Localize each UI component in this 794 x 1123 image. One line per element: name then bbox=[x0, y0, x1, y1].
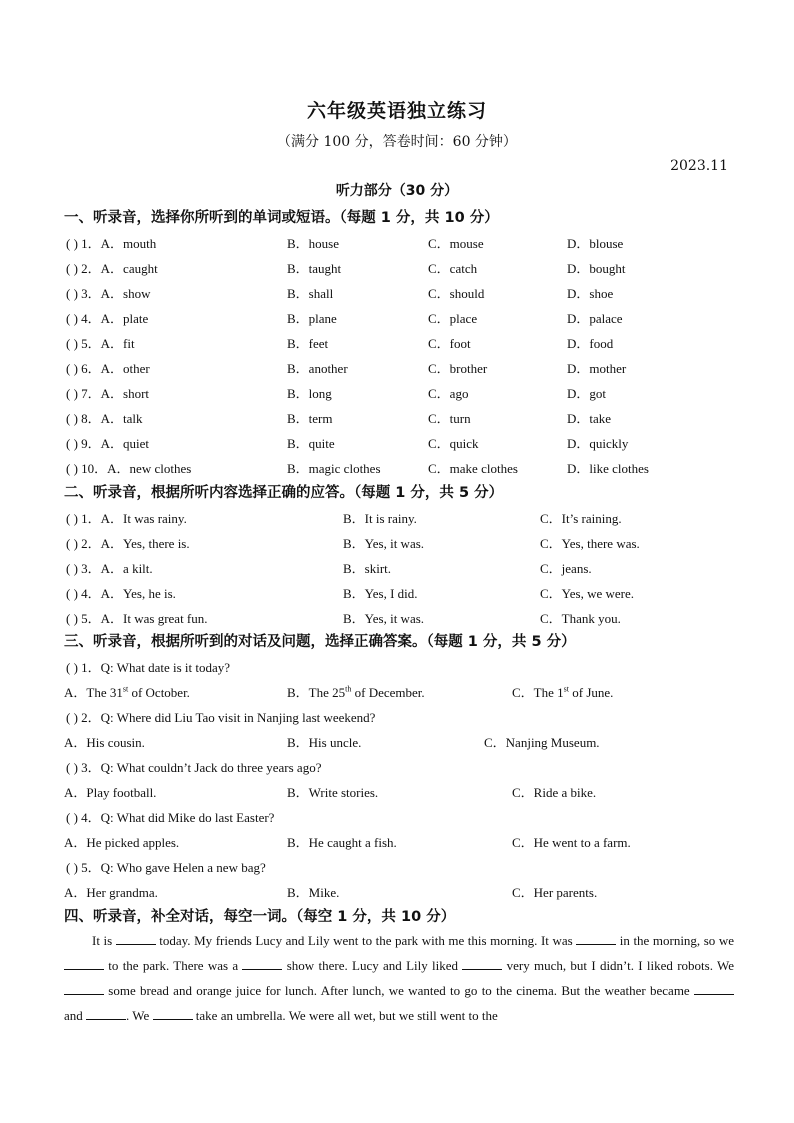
part-heading-listening: 听力部分（30 分） bbox=[335, 183, 459, 199]
option-a bbox=[64, 782, 156, 801]
option-b bbox=[287, 882, 339, 901]
question-row bbox=[0, 408, 794, 428]
page-subtitle: （满分 100 分，答卷时间：60 分钟） bbox=[277, 134, 517, 150]
option-c bbox=[512, 882, 597, 901]
option-text: A．Her grandma. bbox=[64, 885, 158, 900]
option-text: A．He picked apples. bbox=[64, 835, 180, 850]
question-row bbox=[0, 657, 794, 677]
answer-blank[interactable] bbox=[64, 958, 104, 970]
option-c: C．should bbox=[428, 286, 485, 301]
option-b bbox=[287, 682, 425, 701]
page-title: 六年级英语独立练习 bbox=[306, 100, 487, 122]
option-d: D．bought bbox=[567, 261, 626, 276]
question-row bbox=[0, 508, 794, 528]
question-option-a: ( ) 2．A．Yes, there is. bbox=[66, 536, 190, 551]
question-row bbox=[0, 458, 794, 478]
answer-row bbox=[0, 832, 794, 852]
option-b: B．magic clothes bbox=[287, 461, 381, 476]
passage-text: take an umbrella. We were all wet, but we still went to the bbox=[192, 1008, 498, 1023]
option-c: C．catch bbox=[428, 261, 478, 276]
question-option-a: ( ) 9．A．quiet bbox=[66, 436, 150, 451]
option-d: D．shoe bbox=[567, 286, 614, 301]
question-option-a: ( ) 7．A．short bbox=[66, 386, 150, 401]
option-d: D．quickly bbox=[567, 436, 629, 451]
question-option-a: ( ) 5．A．fit bbox=[66, 336, 135, 351]
question-text: ( ) 5．Q: Who gave Helen a new bag? bbox=[66, 860, 266, 875]
question-text: ( ) 3．Q: What couldn’t Jack do three years ago? bbox=[66, 760, 322, 775]
question-option-a: ( ) 5．A．It was great fun. bbox=[66, 611, 208, 626]
option-c: C．brother bbox=[428, 361, 488, 376]
ordinal-suffix: st bbox=[563, 684, 569, 694]
passage-text: It is bbox=[92, 933, 116, 948]
option-c: C．quick bbox=[428, 436, 479, 451]
option-text: C．The 1 bbox=[512, 685, 564, 700]
passage-text: today. My friends Lucy and Lily went to the park with me this morning. It was bbox=[155, 933, 577, 948]
option-d: D．got bbox=[567, 386, 607, 401]
option-b: B．shall bbox=[287, 286, 334, 301]
option-c bbox=[512, 682, 613, 701]
ordinal-suffix: th bbox=[345, 684, 352, 694]
answer-blank[interactable] bbox=[242, 958, 282, 970]
option-text: C．Her parents. bbox=[512, 885, 598, 900]
passage-text: some bread and orange juice for lunch. After lunch, we wanted to go to the cinema. But the weather became bbox=[104, 983, 694, 998]
option-a bbox=[64, 832, 179, 851]
question-row bbox=[0, 608, 794, 628]
option-b bbox=[287, 732, 361, 751]
option-b: B．Yes, I did. bbox=[343, 586, 418, 601]
option-c: C．Yes, there was. bbox=[540, 536, 640, 551]
option-b: B．term bbox=[287, 411, 333, 426]
option-a bbox=[64, 732, 145, 751]
passage-text: show there. Lucy and Lily liked bbox=[282, 958, 463, 973]
option-text: A．Play football. bbox=[64, 785, 157, 800]
option-c: C．make clothes bbox=[428, 461, 518, 476]
option-a bbox=[64, 882, 158, 901]
option-b: B．Yes, it was. bbox=[343, 536, 425, 551]
option-b: B．It is rainy. bbox=[343, 511, 417, 526]
question-option-a: ( ) 4．A．plate bbox=[66, 311, 149, 326]
option-text-rest: of December. bbox=[351, 685, 425, 700]
passage-text: to the park. There was a bbox=[104, 958, 243, 973]
ordinal-suffix: st bbox=[122, 684, 129, 694]
question-row bbox=[0, 583, 794, 603]
exam-date: 2023.11 bbox=[670, 158, 728, 174]
option-c: C．place bbox=[428, 311, 478, 326]
answer-blank[interactable] bbox=[64, 983, 104, 995]
answer-blank[interactable] bbox=[694, 983, 734, 995]
option-b: B．Yes, it was. bbox=[343, 611, 425, 626]
option-text-rest: of October. bbox=[128, 685, 190, 700]
option-c: C．It’s raining. bbox=[540, 511, 622, 526]
option-c bbox=[484, 732, 600, 751]
option-text: C．He went to a farm. bbox=[512, 835, 631, 850]
option-d: D．mother bbox=[567, 361, 627, 376]
question-option-a: ( ) 1．A．mouth bbox=[66, 236, 157, 251]
question-option-a: ( ) 4．A．Yes, he is. bbox=[66, 586, 176, 601]
option-text: B．Mike. bbox=[287, 885, 340, 900]
answer-row bbox=[0, 682, 794, 702]
option-text: B．The 25 bbox=[287, 685, 346, 700]
option-d: D．like clothes bbox=[567, 461, 649, 476]
question-option-a: ( ) 10．A．new clothes bbox=[66, 461, 192, 476]
answer-blank[interactable] bbox=[462, 958, 502, 970]
question-row bbox=[0, 533, 794, 553]
option-b: B．feet bbox=[287, 336, 329, 351]
section-2-heading: 二、听录音，根据所听内容选择正确的应答。（每题 1 分，共 5 分） bbox=[64, 485, 504, 501]
passage-text: and bbox=[64, 1008, 87, 1023]
option-c: C．ago bbox=[428, 386, 469, 401]
question-row bbox=[0, 358, 794, 378]
option-b: B．house bbox=[287, 236, 340, 251]
option-b: B．quite bbox=[287, 436, 335, 451]
answer-blank[interactable] bbox=[576, 933, 616, 945]
option-c: C．jeans. bbox=[540, 561, 592, 576]
option-d: D．blouse bbox=[567, 236, 624, 251]
option-c: C．foot bbox=[428, 336, 471, 351]
option-c: C．mouse bbox=[428, 236, 484, 251]
question-text: ( ) 2．Q: Where did Liu Tao visit in Nanjing last weekend? bbox=[66, 710, 376, 725]
question-option-a: ( ) 1．A．It was rainy. bbox=[66, 511, 187, 526]
question-row bbox=[0, 383, 794, 403]
option-text: B．He caught a fish. bbox=[287, 835, 397, 850]
answer-blank[interactable] bbox=[86, 1008, 126, 1020]
option-c: C．Yes, we were. bbox=[540, 586, 635, 601]
question-row bbox=[0, 283, 794, 303]
passage-text: very much, but I didn’t. I liked robots. We bbox=[502, 958, 735, 973]
option-a bbox=[64, 682, 190, 701]
option-c: C．Thank you. bbox=[540, 611, 621, 626]
question-option-a: ( ) 6．A．other bbox=[66, 361, 150, 376]
option-text: A．The 31 bbox=[64, 685, 123, 700]
answer-blank[interactable] bbox=[153, 1008, 193, 1020]
option-c: C．turn bbox=[428, 411, 471, 426]
option-c bbox=[512, 832, 631, 851]
cloze-passage bbox=[64, 928, 734, 1028]
option-d: D．take bbox=[567, 411, 612, 426]
answer-row bbox=[0, 882, 794, 902]
question-text: ( ) 1．Q: What date is it today? bbox=[66, 660, 231, 675]
question-row bbox=[0, 258, 794, 278]
section-4-heading: 四、听录音，补全对话，每空一词。（每空 1 分，共 10 分） bbox=[64, 909, 456, 925]
passage-text: . We bbox=[126, 1008, 153, 1023]
question-row bbox=[0, 857, 794, 877]
question-row bbox=[0, 807, 794, 827]
option-d: D．food bbox=[567, 336, 614, 351]
answer-row bbox=[0, 732, 794, 752]
question-row bbox=[0, 333, 794, 353]
option-b bbox=[287, 832, 397, 851]
question-option-a: ( ) 8．A．talk bbox=[66, 411, 143, 426]
option-d: D．palace bbox=[567, 311, 623, 326]
option-b: B．taught bbox=[287, 261, 342, 276]
option-b: B．long bbox=[287, 386, 332, 401]
answer-row bbox=[0, 782, 794, 802]
section-1-heading: 一、听录音，选择你所听到的单词或短语。（每题 1 分，共 10 分） bbox=[64, 210, 499, 226]
question-row bbox=[0, 308, 794, 328]
option-text: B．His uncle. bbox=[287, 735, 362, 750]
question-option-a: ( ) 3．A．show bbox=[66, 286, 151, 301]
passage-text: in the morning, so we bbox=[616, 933, 734, 948]
option-text: A．His cousin. bbox=[64, 735, 145, 750]
option-text: C．Ride a bike. bbox=[512, 785, 597, 800]
question-row bbox=[0, 433, 794, 453]
option-b: B．another bbox=[287, 361, 348, 376]
section-3-heading: 三、听录音，根据所听到的对话及问题，选择正确答案。（每题 1 分，共 5 分） bbox=[64, 634, 576, 650]
question-row bbox=[0, 233, 794, 253]
question-row bbox=[0, 558, 794, 578]
option-b: B．skirt. bbox=[343, 561, 392, 576]
question-row bbox=[0, 757, 794, 777]
question-row bbox=[0, 707, 794, 727]
option-b: B．plane bbox=[287, 311, 337, 326]
option-text: C．Nanjing Museum. bbox=[484, 735, 600, 750]
option-text-rest: of June. bbox=[568, 685, 614, 700]
question-option-a: ( ) 3．A．a kilt. bbox=[66, 561, 153, 576]
answer-blank[interactable] bbox=[116, 933, 156, 945]
question-option-a: ( ) 2．A．caught bbox=[66, 261, 158, 276]
option-c bbox=[512, 782, 596, 801]
option-text: B．Write stories. bbox=[287, 785, 379, 800]
option-b bbox=[287, 782, 378, 801]
question-text: ( ) 4．Q: What did Mike do last Easter? bbox=[66, 810, 275, 825]
